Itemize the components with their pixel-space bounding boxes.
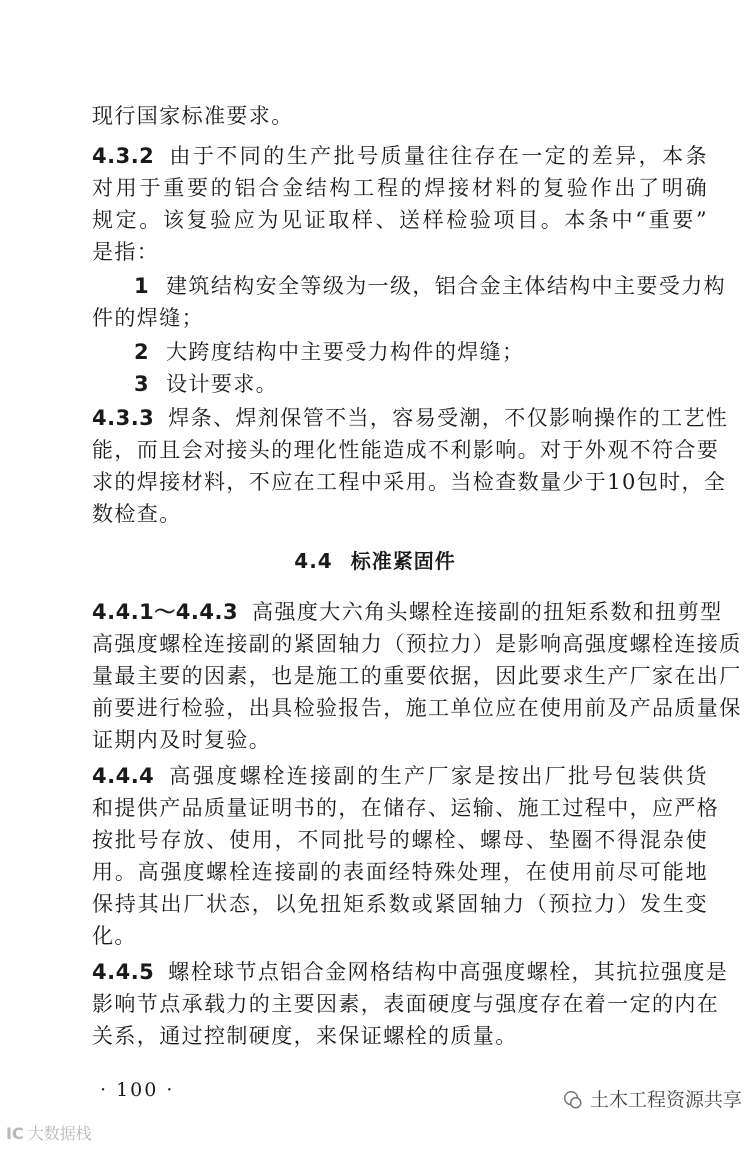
clause-4-3-3-line: 4.3.3 焊条、焊剂保管不当，容易受潮，不仅影响操作的工艺性	[92, 406, 729, 430]
text-line: 关系，通过控制硬度，来保证螺栓的质量。	[92, 1024, 518, 1048]
text-line: 现行国家标准要求。	[92, 104, 294, 128]
text-line: 能，而且会对接头的理化性能造成不利影响。对于外观不符合要	[92, 438, 720, 462]
clause-4-4-5-line: 4.4.5 螺栓球节点铝合金网格结构中高强度螺栓，其抗拉强度是	[92, 960, 729, 984]
text-line: 用。高强度螺栓连接副的表面经特殊处理，在使用前尽可能地	[92, 860, 708, 884]
text-line: 数检查。	[92, 502, 182, 526]
text-line: 保持其出厂状态，以免扭矩系数或紧固轴力（预拉力）发生变	[92, 892, 708, 916]
clause-4-4-1-line: 4.4.1～4.4.3 高强度大六角头螺栓连接副的扭矩系数和扭剪型	[92, 600, 723, 624]
list-item: 3 设计要求。	[134, 372, 279, 396]
clause-4-3-2-line: 4.3.2 由于不同的生产批号质量往往存在一定的差异，本条	[92, 144, 708, 168]
watermark-logo-icon: IC	[6, 1124, 24, 1143]
watermark-right-text: 土木工程资源共享	[589, 1089, 742, 1111]
text-line: 求的焊接材料，不应在工程中采用。当检查数量少于10包时，全	[92, 470, 727, 494]
clause-number: 4.4.1～4.4.3	[92, 600, 239, 624]
section-heading: 4.4 标准紧固件	[294, 549, 456, 573]
clause-number: 4.4.5	[92, 960, 155, 984]
clause-4-4-4-line: 4.4.4 高强度螺栓连接副的生产厂家是按出厂批号包装供货	[92, 764, 708, 788]
wechat-icon	[562, 1089, 584, 1111]
clause-number: 4.4.4	[92, 764, 155, 788]
clause-number: 4.3.2	[92, 144, 155, 168]
text-line: 和提供产品质量证明书的，在储存、运输、施工过程中，应严格	[92, 796, 720, 820]
text-line: 按批号存放、使用，不同批号的螺栓、螺母、垫圈不得混杂使	[92, 828, 708, 852]
text-line: 对用于重要的铝合金结构工程的焊接材料的复验作出了明确	[92, 176, 708, 200]
list-item: 2 大跨度结构中主要受力构件的焊缝；	[134, 340, 525, 364]
text-line: 高强度螺栓连接副的紧固轴力（预拉力）是影响高强度螺栓连接质	[92, 632, 742, 656]
list-item: 1 建筑结构安全等级为一级，铝合金主体结构中主要受力构	[134, 274, 727, 298]
page-number: · 100 ·	[100, 1079, 175, 1101]
text-line: 件的焊缝；	[92, 306, 204, 330]
text-line: 证期内及时复验。	[92, 728, 272, 752]
watermark-left	[6, 1122, 92, 1146]
watermark-right	[562, 1086, 742, 1114]
text-line: 量最主要的因素，也是施工的重要依据，因此要求生产厂家在出厂	[92, 664, 742, 688]
text-line: 影响节点承载力的主要因素，表面硬度与强度存在着一定的内在	[92, 992, 720, 1016]
text-line: 前要进行检验，出具检验报告，施工单位应在使用前及产品质量保	[92, 696, 742, 720]
watermark-left-text: 大数据栈	[27, 1124, 92, 1143]
text-line: 化。	[92, 924, 137, 948]
clause-number: 4.3.3	[92, 406, 155, 430]
text-line: 规定。该复验应为见证取样、送样检验项目。本条中“重要”	[92, 208, 708, 232]
text-line: 是指：	[92, 240, 160, 264]
